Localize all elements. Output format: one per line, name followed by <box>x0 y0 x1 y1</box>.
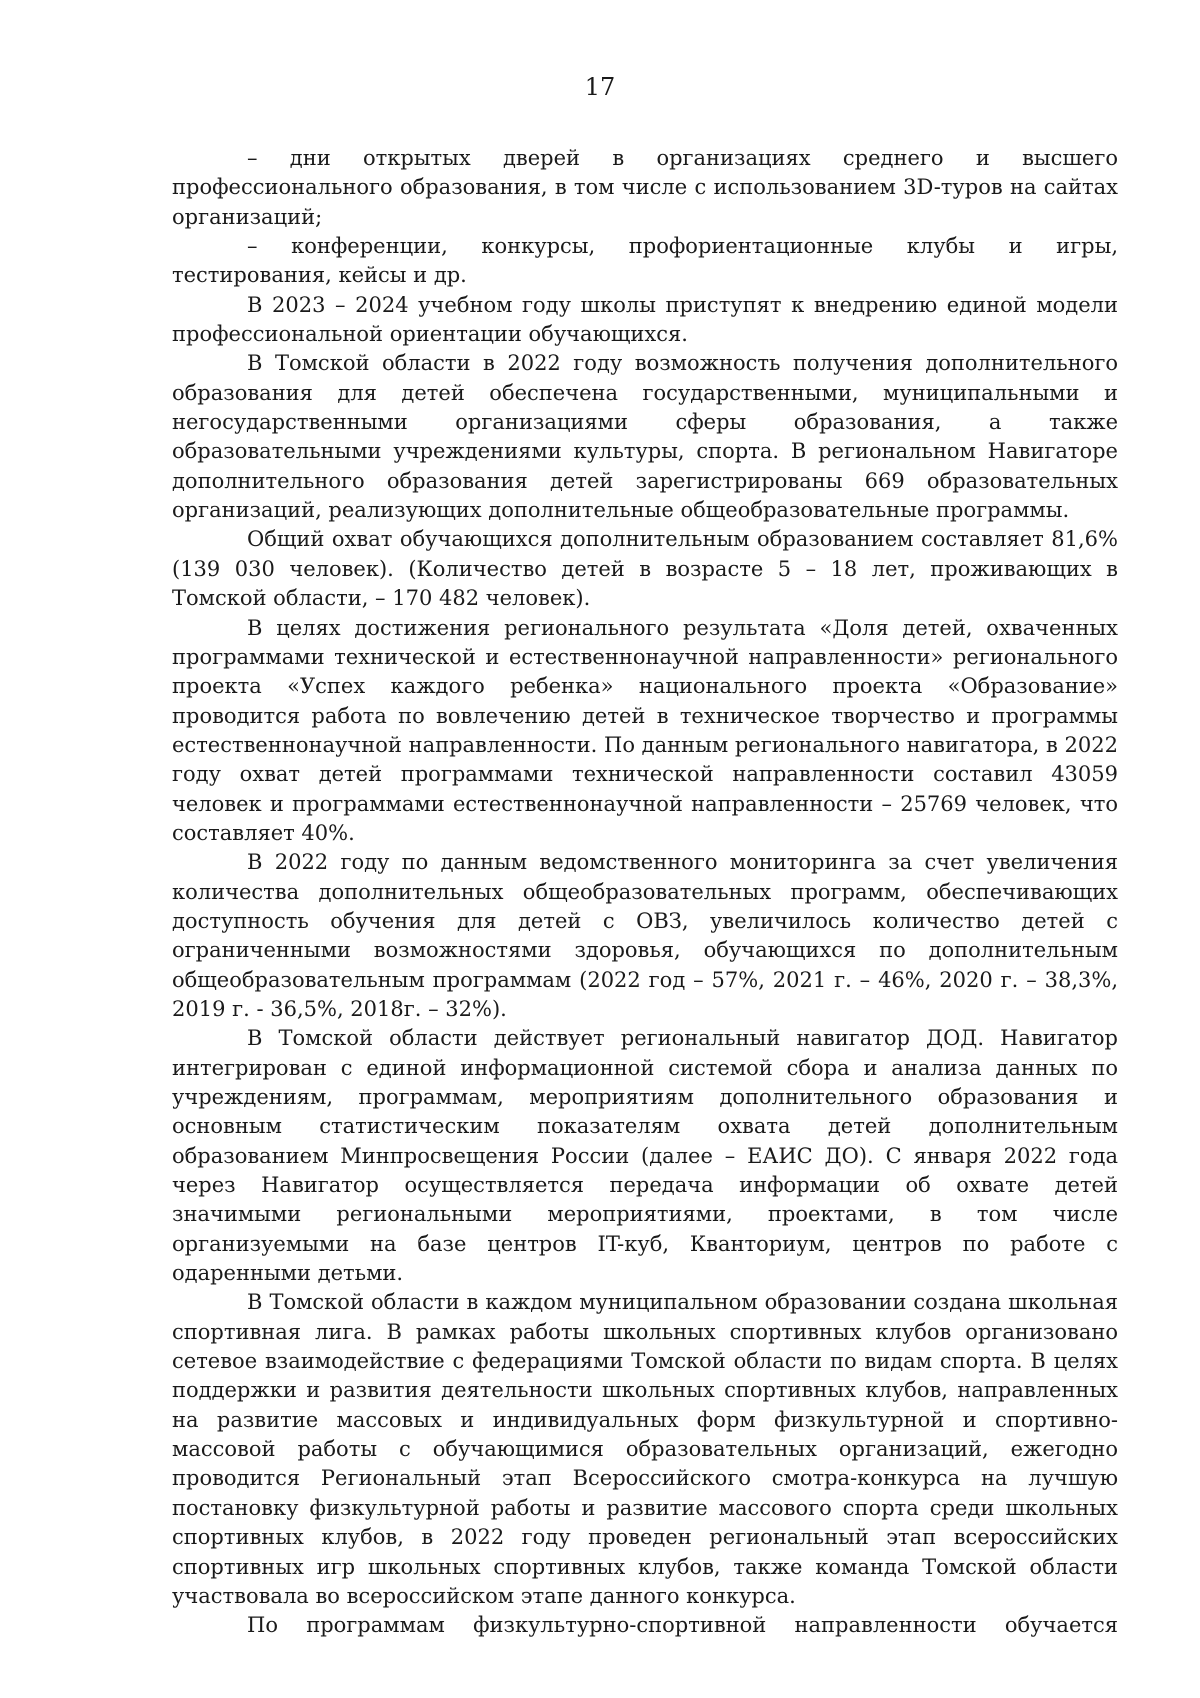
paragraph-disabilities: В 2022 году по данным ведомственного мониторинга за счет увеличения количества дополнительных общеобразовательных программ, обеспечивающих доступность обучения для детей с ОВЗ, увеличилось количество детей с ограниченными возможностями здоровья, обучающихся по дополнительным общеобразовательным программам (2022 год – 57%, 2021 г. – 46%, 2020 г. – 38,3%, 2019 г. - 36,5%, 2018г. – 32%). <box>172 850 1118 1021</box>
paragraph-additional-education: В Томской области в 2022 году возможность получения дополнительного образования для детей обеспечена государственными, муниципальными и негосударственными организациями сферы образования, а также образовательными учреждениями культуры, спорта. В региональном Навигаторе дополнительного образования детей зарегистрированы 669 образовательных организаций, реализующих дополнительные общеобразовательные программы. <box>172 351 1118 523</box>
paragraph-career-guidance-model: В 2023 – 2024 учебном году школы приступят к внедрению единой модели профессиональной ориентации обучающихся. <box>172 292 1118 347</box>
paragraph-coverage: Общий охват обучающихся дополнительным образованием составляет 81,6% (139 030 человек). (Количество детей в возрасте 5 – 18 лет, проживающих в Томской области, – 170 482 человек). <box>172 527 1118 611</box>
paragraph-open-days: – дни открытых дверей в организациях среднего и высшего профессионального образования, в том числе с использованием 3D-туров на сайтах организаций; <box>172 146 1118 229</box>
paragraph-sports-programs: По программам физкультурно-спортивной направленности обучается <box>247 1613 1118 1638</box>
paragraph-sports-league: В Томской области в каждом муниципальном образовании создана школьная спортивная лига. В рамках работы школьных спортивных клубов организовано сетевое взаимодействие с федерациями Томской области по видам спорта. В целях поддержки и развития деятельности школьных спортивных клубов, направленных на развитие массовых и индивидуальных форм физкультурной и спортивно-массовой работы с обучающимися образовательных организаций, ежегодно проводится Региональный этап Всероссийского смотра-конкурса на лучшую постановку физкультурной работы и развитие массового спорта среди школьных спортивных клубов, в 2022 году проведен региональный этап всероссийских спортивных игр школьных спортивных клубов, также команда Томской области участвовала во всероссийском этапе данного конкурса. <box>172 1290 1118 1608</box>
document-body <box>172 144 1118 1641</box>
page-number: 17 <box>584 73 616 101</box>
paragraph-technical-programs: В целях достижения регионального результата «Доля детей, охваченных программами технической и естественнонаучной направленности» регионального проекта «Успех каждого ребенка» национального проекта «Образование» проводится работа по вовлечению детей в техническое творчество и программы естественнонаучной направленности. По данным регионального навигатора, в 2022 году охват детей программами технической направленности составил 43059 человек и программами естественнонаучной направленности – 25769 человек, что составляет 40%. <box>172 615 1118 845</box>
paragraph-conferences: – конференции, конкурсы, профориентационные клубы и игры, тестирования, кейсы и др. <box>172 234 1118 288</box>
paragraph-navigator: В Томской области действует региональный навигатор ДОД. Навигатор интегрирован с единой информационной системой сбора и анализа данных по учреждениям, программам, мероприятиям дополнительного образования и основным статистическим показателям охвата детей дополнительным образованием Минпросвещения России (далее – ЕАИС ДО). С января 2022 года через Навигатор осуществляется передача информации об охвате детей значимыми региональными мероприятиями, проектами, в том числе организуемыми на базе центров IT-куб, Кванториум, центров по работе с одаренными детьми. <box>172 1026 1118 1286</box>
